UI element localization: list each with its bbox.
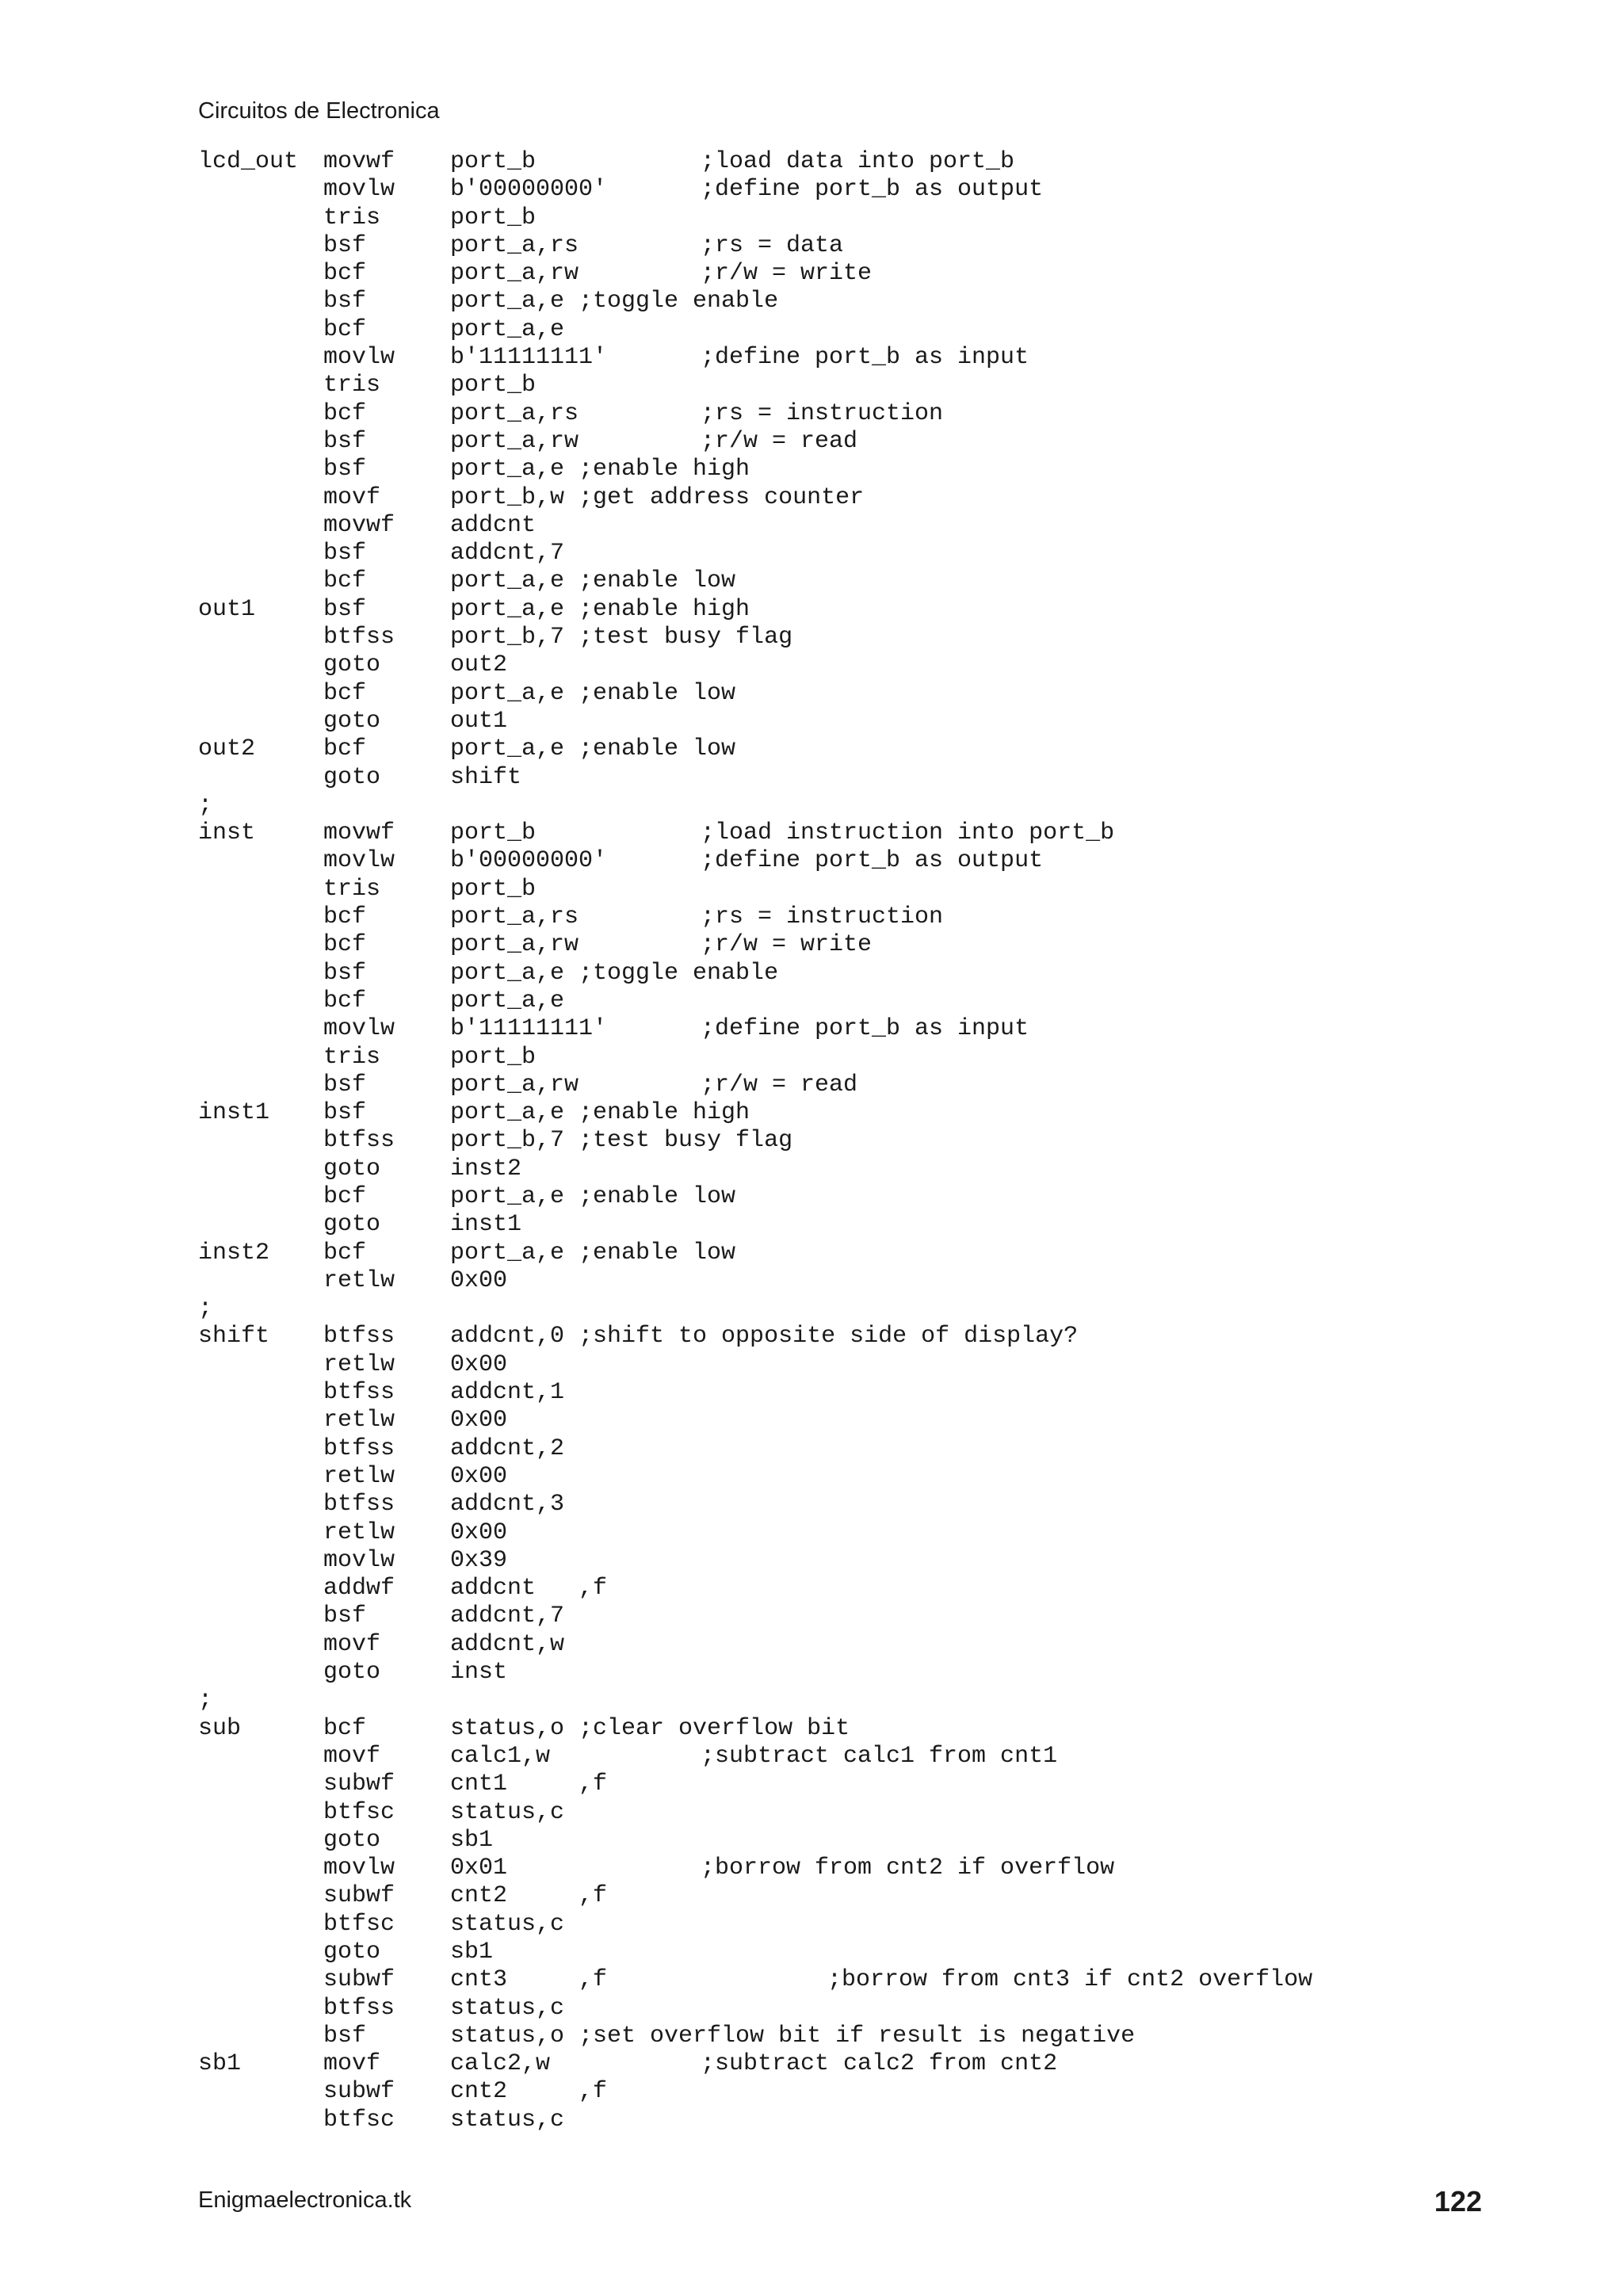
code-operand: addcnt [450, 511, 537, 539]
code-opcode: subwf [323, 2078, 395, 2106]
code-opcode: bsf [323, 540, 367, 567]
code-label: out2 [198, 735, 256, 763]
code-line [198, 1267, 1434, 1295]
code-line [198, 1211, 1434, 1239]
code-label: ; [198, 791, 213, 819]
code-line [198, 1072, 1434, 1099]
code-line [198, 1156, 1434, 1183]
code-operand: b'00000000' [450, 847, 608, 875]
code-opcode: bcf [323, 399, 367, 427]
code-operand: b'11111111' [450, 344, 608, 372]
code-line [198, 596, 1434, 624]
code-opcode: btfsc [323, 1910, 395, 1938]
code-label: ; [198, 1295, 213, 1323]
code-label: inst [198, 819, 256, 847]
code-opcode: goto [323, 1826, 381, 1854]
code-label: sub [198, 1714, 242, 1742]
code-operand: port_a,rw [450, 427, 579, 455]
code-operand: port_a,e [450, 987, 565, 1014]
code-operand: 0x00 [450, 1407, 508, 1435]
code-line [198, 988, 1434, 1015]
code-opcode: retlw [323, 1407, 395, 1435]
code-operand: port_b [450, 875, 537, 903]
code-line [198, 400, 1434, 428]
code-operand: port_a,e ;enable high [450, 1099, 750, 1127]
code-label: ; [198, 1687, 213, 1714]
code-opcode: bsf [323, 456, 367, 483]
code-line [198, 1183, 1434, 1211]
code-line [198, 1911, 1434, 1939]
code-operand: status,c [450, 1798, 565, 1826]
code-comment: ;define port_b as output [701, 176, 1044, 204]
code-comment: ;subtract calc1 from cnt1 [701, 1742, 1058, 1770]
code-opcode: tris [323, 204, 381, 231]
code-label: inst1 [198, 1099, 270, 1127]
code-operand: 0x00 [450, 1350, 508, 1378]
code-opcode: bcf [323, 1182, 367, 1210]
code-comment: ;load data into port_b [701, 148, 1015, 175]
code-line [198, 260, 1434, 288]
code-operand: port_b [450, 1043, 537, 1071]
code-opcode: subwf [323, 1882, 395, 1910]
code-line [198, 2050, 1434, 2078]
code-operand: port_a,e ;enable low [450, 1182, 736, 1210]
code-line [198, 148, 1434, 176]
code-line [198, 1295, 1434, 1323]
code-line [198, 876, 1434, 904]
code-comment: ;r/w = read [701, 1071, 858, 1098]
code-operand: addcnt,3 [450, 1491, 565, 1519]
code-comment: ;rs = data [701, 231, 844, 259]
code-opcode: movlw [323, 847, 395, 875]
code-comment: ;define port_b as input [701, 1015, 1029, 1043]
code-label: inst2 [198, 1239, 270, 1266]
code-operand: inst1 [450, 1211, 522, 1239]
code-line [198, 680, 1434, 708]
code-line [198, 428, 1434, 456]
code-opcode: btfsc [323, 2106, 395, 2134]
code-comment: ;subtract calc2 from cnt2 [701, 2050, 1058, 2078]
code-operand: port_a,rw [450, 260, 579, 288]
code-line [198, 1882, 1434, 1910]
code-operand: port_a,rw [450, 1071, 579, 1098]
code-line [198, 456, 1434, 483]
code-opcode: bsf [323, 288, 367, 315]
code-operand: port_b [450, 204, 537, 231]
code-operand: inst [450, 1659, 508, 1687]
code-opcode: retlw [323, 1462, 395, 1490]
code-line [198, 316, 1434, 344]
code-operand: port_a,e [450, 315, 565, 343]
code-opcode: bsf [323, 1071, 367, 1098]
code-line [198, 624, 1434, 651]
code-line [198, 1855, 1434, 1882]
code-operand: port_a,e ;enable low [450, 679, 736, 707]
code-opcode: goto [323, 651, 381, 679]
code-operand: addcnt ,f [450, 1575, 608, 1603]
code-operand: status,c [450, 1994, 565, 2022]
code-opcode: btfsc [323, 1798, 395, 1826]
code-opcode: bcf [323, 1714, 367, 1742]
code-line [198, 1743, 1434, 1771]
code-opcode: btfss [323, 1491, 395, 1519]
code-operand: 0x00 [450, 1462, 508, 1490]
code-operand: port_a,rs [450, 904, 579, 931]
code-operand: port_b [450, 148, 537, 175]
code-opcode: goto [323, 707, 381, 735]
code-opcode: bcf [323, 931, 367, 959]
code-line [198, 931, 1434, 959]
code-opcode: bcf [323, 1239, 367, 1266]
code-operand: addcnt,0 ;shift to opposite side of display? [450, 1323, 1079, 1350]
code-operand: port_a,e ;enable low [450, 567, 736, 595]
code-operand: port_b [450, 819, 537, 847]
code-operand: port_b,w ;get address counter [450, 483, 865, 511]
code-operand: calc1,w [450, 1742, 551, 1770]
code-operand: sb1 [450, 1939, 494, 1966]
code-line [198, 1547, 1434, 1575]
code-line [198, 708, 1434, 735]
code-operand: port_a,e ;enable high [450, 595, 750, 623]
code-operand: addcnt,w [450, 1630, 565, 1658]
code-opcode: bcf [323, 567, 367, 595]
code-line [198, 735, 1434, 763]
code-line [198, 1435, 1434, 1463]
code-line [198, 512, 1434, 540]
code-operand: calc2,w [450, 2050, 551, 2078]
code-line [198, 288, 1434, 315]
code-opcode: movlw [323, 344, 395, 372]
code-operand: shift [450, 763, 522, 791]
code-line [198, 1995, 1434, 2023]
code-label: out1 [198, 595, 256, 623]
code-line [198, 1099, 1434, 1127]
code-operand: port_a,e ;enable low [450, 1239, 736, 1266]
page-number: 122 [1434, 2185, 1482, 2218]
code-operand: port_a,e ;toggle enable [450, 288, 779, 315]
code-opcode: subwf [323, 1966, 395, 1994]
code-line [198, 1127, 1434, 1155]
code-opcode: btfss [323, 1994, 395, 2022]
page-header-title: Circuitos de Electronica [198, 98, 440, 124]
code-opcode: bsf [323, 2022, 367, 2050]
code-opcode: goto [323, 1939, 381, 1966]
code-line [198, 372, 1434, 399]
code-operand: port_a,rs [450, 231, 579, 259]
code-line [198, 1603, 1434, 1630]
code-opcode: movwf [323, 148, 395, 175]
code-opcode: movf [323, 483, 381, 511]
code-line [198, 1323, 1434, 1350]
code-operand: b'00000000' [450, 176, 608, 204]
code-opcode: movwf [323, 819, 395, 847]
code-line [198, 1939, 1434, 1966]
code-line [198, 1351, 1434, 1379]
code-operand: out1 [450, 707, 508, 735]
code-line [198, 204, 1434, 232]
code-operand: 0x00 [450, 1266, 508, 1294]
code-operand: port_a,e ;enable low [450, 735, 736, 763]
code-operand: port_a,e ;toggle enable [450, 959, 779, 987]
code-line [198, 1771, 1434, 1798]
code-operand: cnt1 ,f [450, 1771, 608, 1798]
code-opcode: goto [323, 1211, 381, 1239]
code-opcode: movlw [323, 1855, 395, 1882]
code-opcode: subwf [323, 1771, 395, 1798]
code-line [198, 1715, 1434, 1743]
code-opcode: bcf [323, 260, 367, 288]
code-opcode: movf [323, 1742, 381, 1770]
code-opcode: bcf [323, 904, 367, 931]
code-line [198, 847, 1434, 875]
code-line [198, 1659, 1434, 1687]
code-opcode: movlw [323, 1546, 395, 1574]
code-line [198, 1240, 1434, 1267]
code-opcode: bcf [323, 315, 367, 343]
code-line [198, 1044, 1434, 1072]
code-line [198, 792, 1434, 819]
code-comment: ;r/w = read [701, 427, 858, 455]
code-operand: addcnt,7 [450, 540, 565, 567]
assembly-code-listing [198, 148, 1434, 2134]
code-opcode: tris [323, 1043, 381, 1071]
code-opcode: goto [323, 1155, 381, 1182]
code-line [198, 651, 1434, 679]
code-line [198, 232, 1434, 260]
code-opcode: tris [323, 372, 381, 399]
code-opcode: goto [323, 763, 381, 791]
code-opcode: bsf [323, 959, 367, 987]
code-operand: status,o ;clear overflow bit [450, 1714, 850, 1742]
code-opcode: bsf [323, 231, 367, 259]
code-opcode: btfss [323, 1435, 395, 1462]
code-operand: port_a,e ;enable high [450, 456, 750, 483]
code-opcode: addwf [323, 1575, 395, 1603]
code-comment: ;rs = instruction [701, 904, 944, 931]
code-opcode: movlw [323, 1015, 395, 1043]
code-operand: port_a,rs [450, 399, 579, 427]
code-line [198, 2078, 1434, 2106]
code-line [198, 904, 1434, 931]
code-operand: status,c [450, 1910, 565, 1938]
code-comment: ;borrow from cnt3 if cnt2 overflow [827, 1966, 1313, 1994]
code-line [198, 1015, 1434, 1043]
code-label: lcd_out [198, 148, 299, 175]
code-line [198, 1631, 1434, 1659]
code-opcode: movf [323, 1630, 381, 1658]
code-opcode: bsf [323, 595, 367, 623]
code-operand: cnt2 ,f [450, 2078, 608, 2106]
code-operand: status,o ;set overflow bit if result is negative [450, 2022, 1136, 2050]
code-opcode: bcf [323, 987, 367, 1014]
code-comment: ;borrow from cnt2 if overflow [701, 1855, 1115, 1882]
code-operand: port_a,rw [450, 931, 579, 959]
code-opcode: movwf [323, 511, 395, 539]
code-opcode: btfss [323, 1127, 395, 1155]
footer-site-name: Enigmaelectronica.tk [198, 2187, 412, 2213]
code-line [198, 764, 1434, 792]
code-opcode: bcf [323, 735, 367, 763]
code-operand: addcnt,1 [450, 1379, 565, 1407]
code-opcode: btfss [323, 1379, 395, 1407]
code-comment: ;define port_b as input [701, 344, 1029, 372]
code-comment: ;load instruction into port_b [701, 819, 1115, 847]
code-line [198, 344, 1434, 372]
code-operand: b'11111111' [450, 1015, 608, 1043]
code-line [198, 2107, 1434, 2134]
code-opcode: goto [323, 1659, 381, 1687]
code-operand: 0x00 [450, 1519, 508, 1546]
code-line [198, 1575, 1434, 1603]
code-line [198, 1491, 1434, 1519]
code-operand: status,c [450, 2106, 565, 2134]
code-opcode: btfss [323, 1323, 395, 1350]
code-opcode: btfss [323, 624, 395, 651]
code-line [198, 2023, 1434, 2050]
code-line [198, 1827, 1434, 1855]
code-comment: ;r/w = write [701, 931, 873, 959]
code-opcode: tris [323, 875, 381, 903]
code-opcode: bsf [323, 427, 367, 455]
code-line [198, 1966, 1434, 1994]
code-opcode: bsf [323, 1603, 367, 1630]
code-operand: 0x01 [450, 1855, 508, 1882]
code-operand: out2 [450, 651, 508, 679]
code-line [198, 176, 1434, 204]
code-operand: 0x39 [450, 1546, 508, 1574]
code-opcode: retlw [323, 1266, 395, 1294]
code-opcode: retlw [323, 1350, 395, 1378]
code-line [198, 1519, 1434, 1547]
code-operand: addcnt,7 [450, 1603, 565, 1630]
code-operand: cnt3 ,f [450, 1966, 608, 1994]
code-label: shift [198, 1323, 270, 1350]
code-label: sb1 [198, 2050, 242, 2078]
code-line [198, 960, 1434, 988]
code-opcode: retlw [323, 1519, 395, 1546]
code-opcode: bsf [323, 1099, 367, 1127]
code-line [198, 1463, 1434, 1491]
code-opcode: movlw [323, 176, 395, 204]
code-operand: port_b,7 ;test busy flag [450, 624, 793, 651]
code-comment: ;define port_b as output [701, 847, 1044, 875]
code-line [198, 567, 1434, 595]
code-opcode: bcf [323, 679, 367, 707]
code-line [198, 819, 1434, 847]
code-line [198, 484, 1434, 512]
code-operand: addcnt,2 [450, 1435, 565, 1462]
code-operand: port_b,7 ;test busy flag [450, 1127, 793, 1155]
code-operand: inst2 [450, 1155, 522, 1182]
code-opcode: movf [323, 2050, 381, 2078]
code-line [198, 540, 1434, 567]
code-comment: ;r/w = write [701, 260, 873, 288]
code-operand: sb1 [450, 1826, 494, 1854]
code-line [198, 1407, 1434, 1435]
code-operand: cnt2 ,f [450, 1882, 608, 1910]
code-comment: ;rs = instruction [701, 399, 944, 427]
code-line [198, 1799, 1434, 1827]
code-line [198, 1379, 1434, 1407]
code-line [198, 1687, 1434, 1714]
code-operand: port_b [450, 372, 537, 399]
